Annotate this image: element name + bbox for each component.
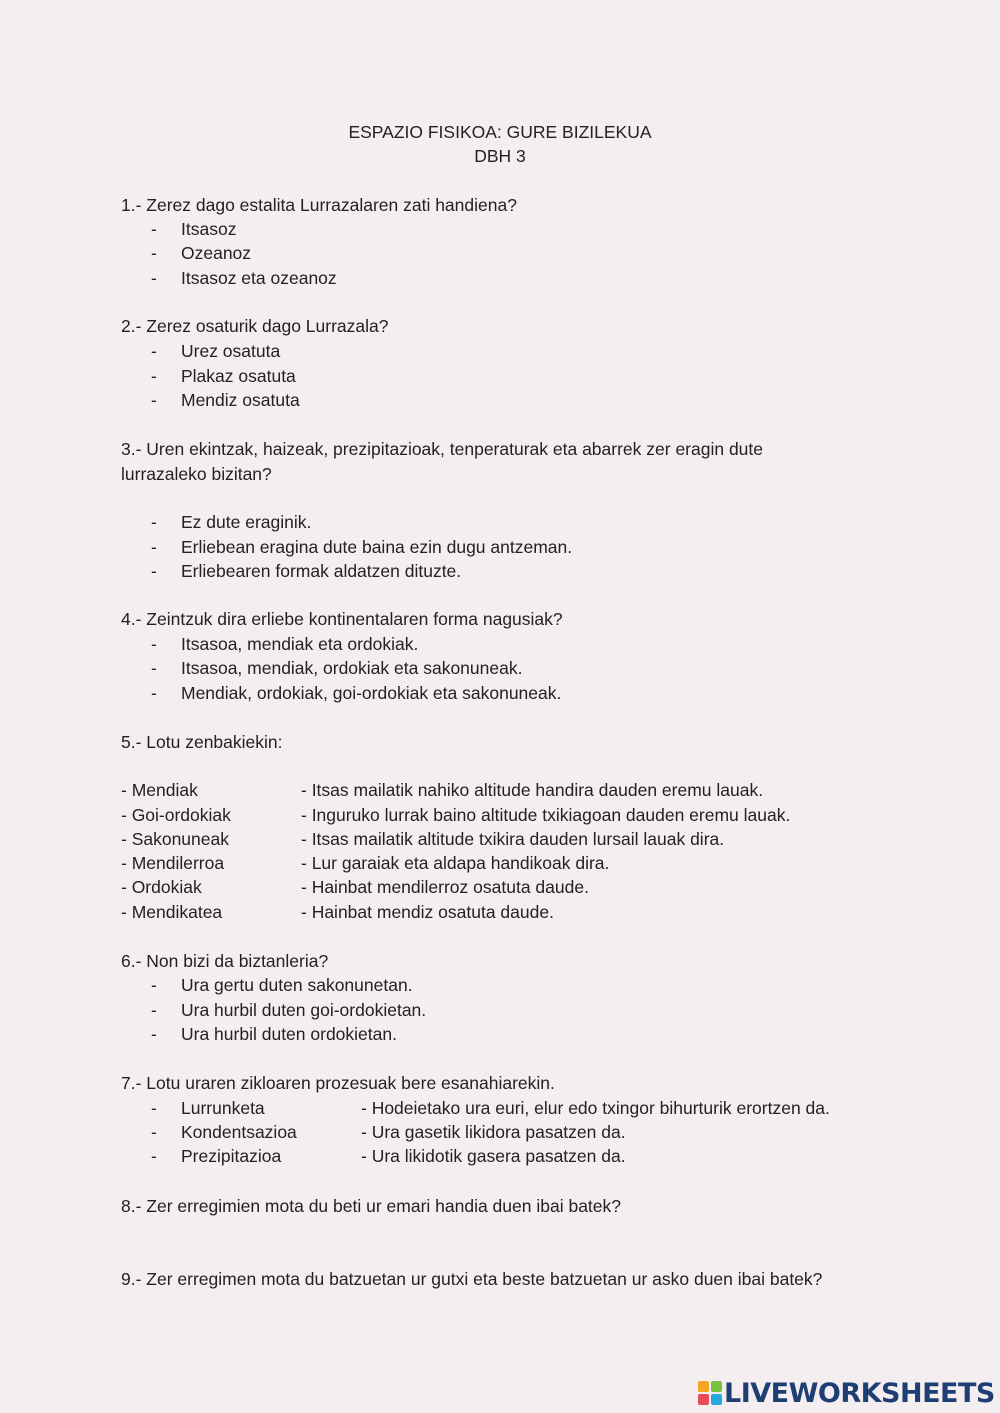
q6-option-2: Ura hurbil duten goi-ordokietan. <box>181 1000 427 1020</box>
bullet-dash: - <box>151 658 157 678</box>
question-4: 4.- Zeintzuk dira erliebe kontinentalaren forma nagusiak? <box>121 609 563 629</box>
liveworksheets-logo <box>698 1378 995 1408</box>
question-5: 5.- Lotu zenbakiekin: <box>121 732 283 752</box>
bullet-dash: - <box>151 1146 157 1166</box>
q1-option-3: Itsasoz eta ozeanoz <box>181 268 337 288</box>
question-2: 2.- Zerez osaturik dago Lurrazala? <box>121 316 389 336</box>
q5-definition-3: - Itsas mailatik altitude txikira dauden lursail lauak dira. <box>301 829 725 849</box>
bullet-dash: - <box>151 390 157 410</box>
question-8: 8.- Zer erregimien mota du beti ur emari handia duen ibai batek? <box>121 1196 621 1216</box>
q1-option-1: Itsasoz <box>181 219 237 239</box>
q3-option-1: Ez dute eraginik. <box>181 512 312 532</box>
page-subtitle: DBH 3 <box>474 146 526 166</box>
q3-option-3: Erliebearen formak aldatzen dituzte. <box>181 561 462 581</box>
bullet-dash: - <box>151 1098 157 1118</box>
bullet-dash: - <box>151 512 157 532</box>
question-3-line-1: 3.- Uren ekintzak, haizeak, prezipitazioak, tenperaturak eta abarrek zer eragin dute <box>121 439 764 459</box>
bullet-dash: - <box>151 1024 157 1044</box>
q3-option-2: Erliebean eragina dute baina ezin dugu antzeman. <box>181 537 573 557</box>
liveworksheets-logo-text: LIVEWORKSHEETS <box>724 1377 995 1409</box>
bullet-dash: - <box>151 634 157 654</box>
q7-meaning-1: - Hodeietako ura euri, elur edo txingor bihurturik erortzen da. <box>361 1098 830 1118</box>
q5-term-4: - Mendilerroa <box>121 853 225 873</box>
bullet-dash: - <box>151 537 157 557</box>
q5-term-3: - Sakonuneak <box>121 829 229 849</box>
bullet-dash: - <box>151 366 157 386</box>
question-1: 1.- Zerez dago estalita Lurrazalaren zati handiena? <box>121 195 517 215</box>
bullet-dash: - <box>151 243 157 263</box>
q5-definition-4: - Lur garaiak eta aldapa handikoak dira. <box>301 853 610 873</box>
q7-process-3: Prezipitazioa <box>181 1146 282 1166</box>
q6-option-3: Ura hurbil duten ordokietan. <box>181 1024 397 1044</box>
bullet-dash: - <box>151 219 157 239</box>
bullet-dash: - <box>151 341 157 361</box>
question-7: 7.- Lotu uraren zikloaren prozesuak bere esanahiarekin. <box>121 1073 555 1093</box>
bullet-dash: - <box>151 268 157 288</box>
q5-definition-2: - Inguruko lurrak baino altitude txikiagoan dauden eremu lauak. <box>301 805 791 825</box>
q5-definition-5: - Hainbat mendilerroz osatuta daude. <box>301 877 589 897</box>
q7-meaning-2: - Ura gasetik likidora pasatzen da. <box>361 1122 626 1142</box>
q2-option-1: Urez osatuta <box>181 341 281 361</box>
bullet-dash: - <box>151 1000 157 1020</box>
q6-option-1: Ura gertu duten sakonunetan. <box>181 975 413 995</box>
q5-term-1: - Mendiak <box>121 780 198 800</box>
question-6: 6.- Non bizi da biztanleria? <box>121 951 329 971</box>
question-9: 9.- Zer erregimen mota du batzuetan ur gutxi eta beste batzuetan ur asko duen ibai batek? <box>121 1269 823 1289</box>
bullet-dash: - <box>151 1122 157 1142</box>
q5-term-6: - Mendikatea <box>121 902 223 922</box>
liveworksheets-logo-icon <box>698 1381 722 1405</box>
q2-option-3: Mendiz osatuta <box>181 390 300 410</box>
bullet-dash: - <box>151 561 157 581</box>
q7-process-2: Kondentsazioa <box>181 1122 297 1142</box>
page-title: ESPAZIO FISIKOA: GURE BIZILEKUA <box>348 122 652 142</box>
q7-process-1: Lurrunketa <box>181 1098 265 1118</box>
q5-term-5: - Ordokiak <box>121 877 202 897</box>
bullet-dash: - <box>151 683 157 703</box>
q5-definition-6: - Hainbat mendiz osatuta daude. <box>301 902 554 922</box>
bullet-dash: - <box>151 975 157 995</box>
q4-option-2: Itsasoa, mendiak, ordokiak eta sakonuneak. <box>181 658 523 678</box>
q4-option-1: Itsasoa, mendiak eta ordokiak. <box>181 634 419 654</box>
q4-option-3: Mendiak, ordokiak, goi-ordokiak eta sakonuneak. <box>181 683 562 703</box>
question-3-line-2: lurrazaleko bizitan? <box>121 464 272 484</box>
q1-option-2: Ozeanoz <box>181 243 252 263</box>
q5-definition-1: - Itsas mailatik nahiko altitude handira dauden eremu lauak. <box>301 780 764 800</box>
q2-option-2: Plakaz osatuta <box>181 366 296 386</box>
q7-meaning-3: - Ura likidotik gasera pasatzen da. <box>361 1146 626 1166</box>
q5-term-2: - Goi-ordokiak <box>121 805 231 825</box>
